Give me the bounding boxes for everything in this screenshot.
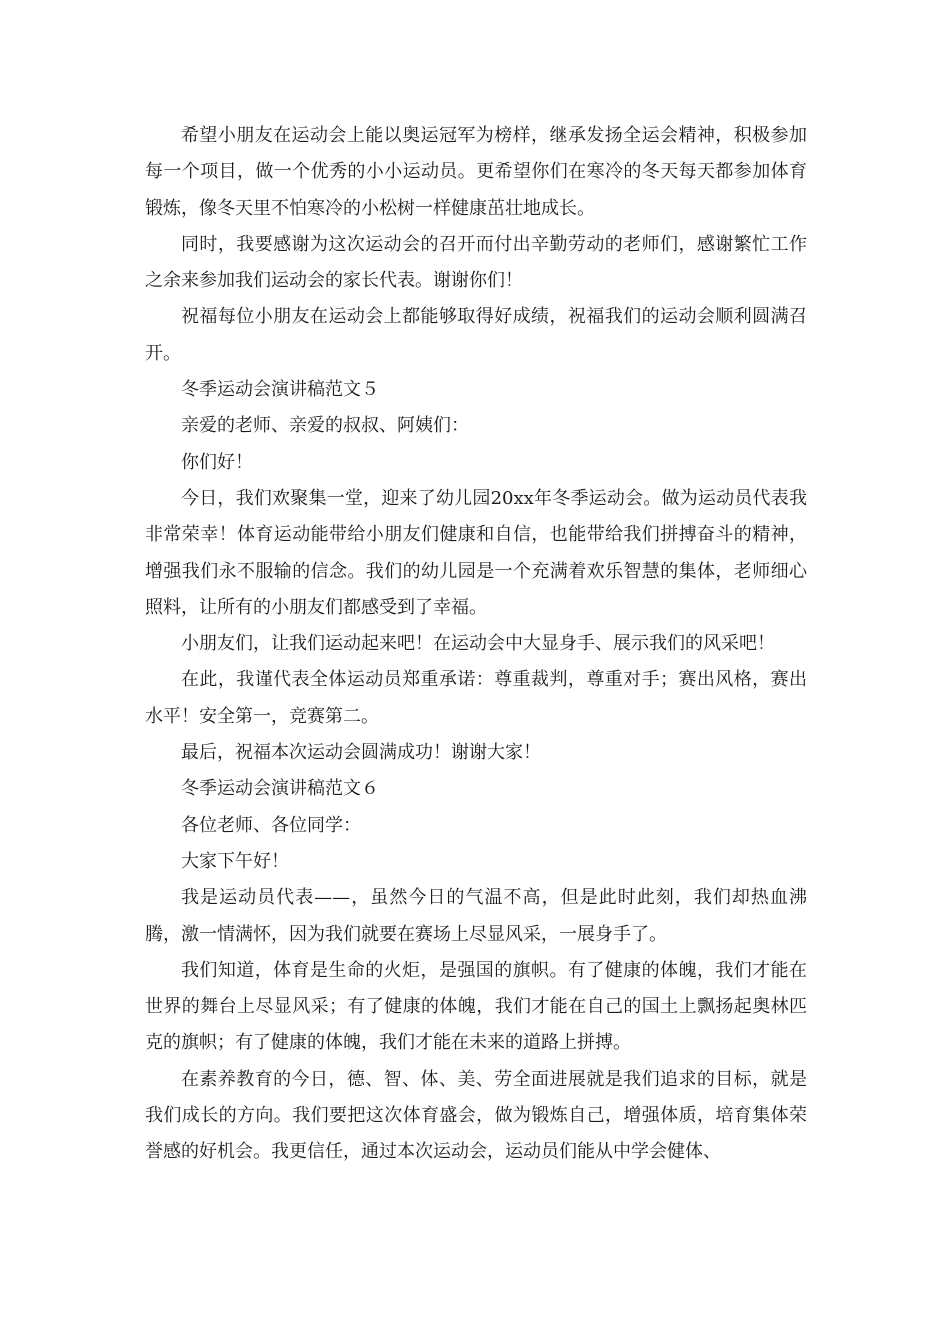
paragraph: 在素养教育的今日，德、智、体、美、劳全面进展就是我们追求的目标，就是我们成长的方向。我们要把这次体育盛会，做为锻炼自己，增强体质，培育集体荣誉感的好机会。我更信任，通过本次运动会，运动员们能从中学会健体、 [145,1068,807,1163]
paragraph: 我是运动员代表——，虽然今日的气温不高，但是此时此刻，我们却热血沸腾，激一情满怀，因为我们就要在赛场上尽显风采，一展身手了。 [145,887,807,945]
paragraph: 同时，我要感谢为这次运动会的召开而付出辛勤劳动的老师们，感谢繁忙工作之余来参加我们运动会的家长代表。谢谢你们！ [145,233,807,292]
salutation: 亲爱的老师、亲爱的叔叔、阿姨们： [181,415,469,437]
greeting: 你们好！ [181,451,253,473]
paragraph: 在此，我谨代表全体运动员郑重承诺：尊重裁判，尊重对手；赛出风格，赛出水平！安全第一，竞赛第二。 [145,669,807,727]
paragraph: 祝福每位小朋友在运动会上都能够取得好成绩，祝福我们的运动会顺利圆满召开。 [145,306,807,364]
document-body [145,118,807,1171]
section-heading: 冬季运动会演讲稿范文５ [181,379,379,401]
section-heading: 冬季运动会演讲稿范文６ [181,778,379,800]
paragraph: 今日，我们欢聚集一堂，迎来了幼儿园20xx年冬季运动会。做为运动员代表我非常荣幸！体育运动能带给小朋友们健康和自信，也能带给我们拼搏奋斗的精神，增强我们永不服输的信念。我们的幼儿园是一个充满着欢乐智慧的集体，老师细心照料，让所有的小朋友们都感受到了幸福。 [145,487,807,618]
paragraph: 小朋友们，让我们运动起来吧！在运动会中大显身手、展示我们的风采吧！ [181,633,775,655]
paragraph: 我们知道，体育是生命的火炬，是强国的旗帜。有了健康的体魄，我们才能在世界的舞台上尽显风采；有了健康的体魄，我们才能在自己的国土上飘扬起奥林匹克的旗帜；有了健康的体魄，我们才能在未来的道路上拼搏。 [145,959,807,1054]
greeting: 大家下午好！ [181,850,289,872]
paragraph: 希望小朋友在运动会上能以奥运冠军为榜样，继承发扬全运会精神，积极参加每一个项目，做一个优秀的小小运动员。更希望你们在寒冷的冬天每天都参加体育锻炼，像冬天里不怕寒冷的小松树一样健康茁壮地成长。 [145,125,807,219]
paragraph: 最后，祝福本次运动会圆满成功！谢谢大家！ [181,742,541,764]
salutation: 各位老师、各位同学： [181,814,361,836]
